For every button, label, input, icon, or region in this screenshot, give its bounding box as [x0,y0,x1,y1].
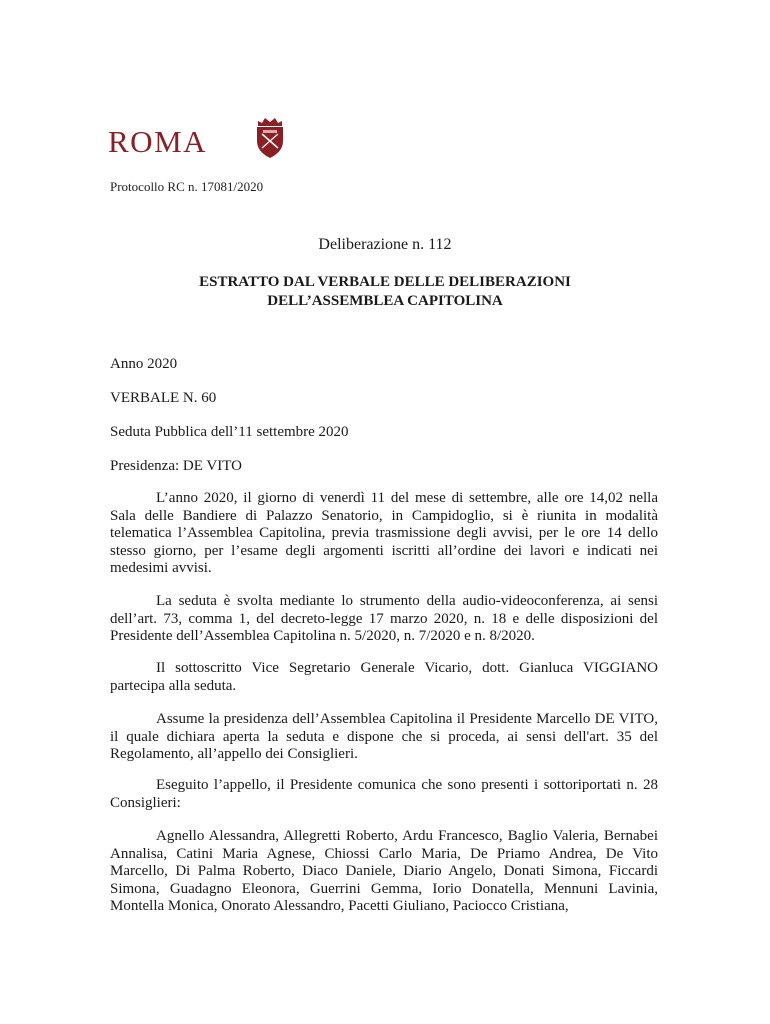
protocol-number: Protocollo RC n. 17081/2020 [110,179,264,194]
presidency-line: Presidenza: DE VITO [110,458,242,474]
heading-line-2: DELL’ASSEMBLEA CAPITOLINA [267,293,503,309]
logo-text: ROMA [108,124,208,159]
document-heading [0,273,770,311]
paragraph-opening: L’anno 2020, il giorno di venerdì 11 del mese di settembre, alle ore 14,02 nella Sala delle Bandiere di Palazzo Senatorio, in Campidoglio, si è riunita in modalità telematica l’Assemblea Capitolina, previa trasmissione degli avvisi, per le ore 14 dello stesso giorno, per l’esame degli argomenti iscritti all’ordine dei lavori e indicati nei medesimi avvisi. [110,490,658,576]
paragraph-videoconference: La seduta è svolta mediante lo strumento della audio-videoconferenza, ai sensi dell’art. 73, comma 1, del decreto-legge 17 marzo 2020, n. 18 e delle disposizioni del Presidente dell’Assemblea Capitolina n. 5/2020, n. 7/2020 e n. 8/2020. [110,593,658,644]
paragraph-councillors-list: Agnello Alessandra, Allegretti Roberto, Ardu Francesco, Baglio Valeria, Bernabei Annalisa, Catini Maria Agnese, Chiossi Carlo Maria, De Priamo Andrea, De Vito Marcello, Di Palma Roberto, Diaco Daniele, Diario Angelo, Donati Simona, Ficcardi Simona, Guadagno Eleonora, Guerrini Gemma, Iorio Donatella, Mennuni Lavinia, Montella Monica, Onorato Alessandro, Pacetti Giuliano, Paciocco Cristiana, [110,828,658,914]
roma-crest-icon [254,117,286,159]
heading-line-1: ESTRATTO DAL VERBALE DELLE DELIBERAZIONI [199,274,571,290]
deliberation-number: Deliberazione n. 112 [318,236,452,253]
session-line: Seduta Pubblica dell’11 settembre 2020 [110,424,349,440]
roma-logo [108,117,308,163]
minutes-number: VERBALE N. 60 [110,390,217,406]
paragraph-roll-call: Eseguito l’appello, il Presidente comunica che sono presenti i sottoriportati n. 28 Consiglieri: [110,777,658,811]
paragraph-presidency: Assume la presidenza dell’Assemblea Capitolina il Presidente Marcello DE VITO, il quale dichiara aperta la seduta e dispone che si proceda, ai sensi dell'art. 35 del Regolamento, all’appello dei Consiglieri. [110,711,658,762]
year-line: Anno 2020 [110,356,178,372]
paragraph-secretary: Il sottoscritto Vice Segretario Generale Vicario, dott. Gianluca VIGGIANO partecipa alla seduta. [110,660,658,694]
